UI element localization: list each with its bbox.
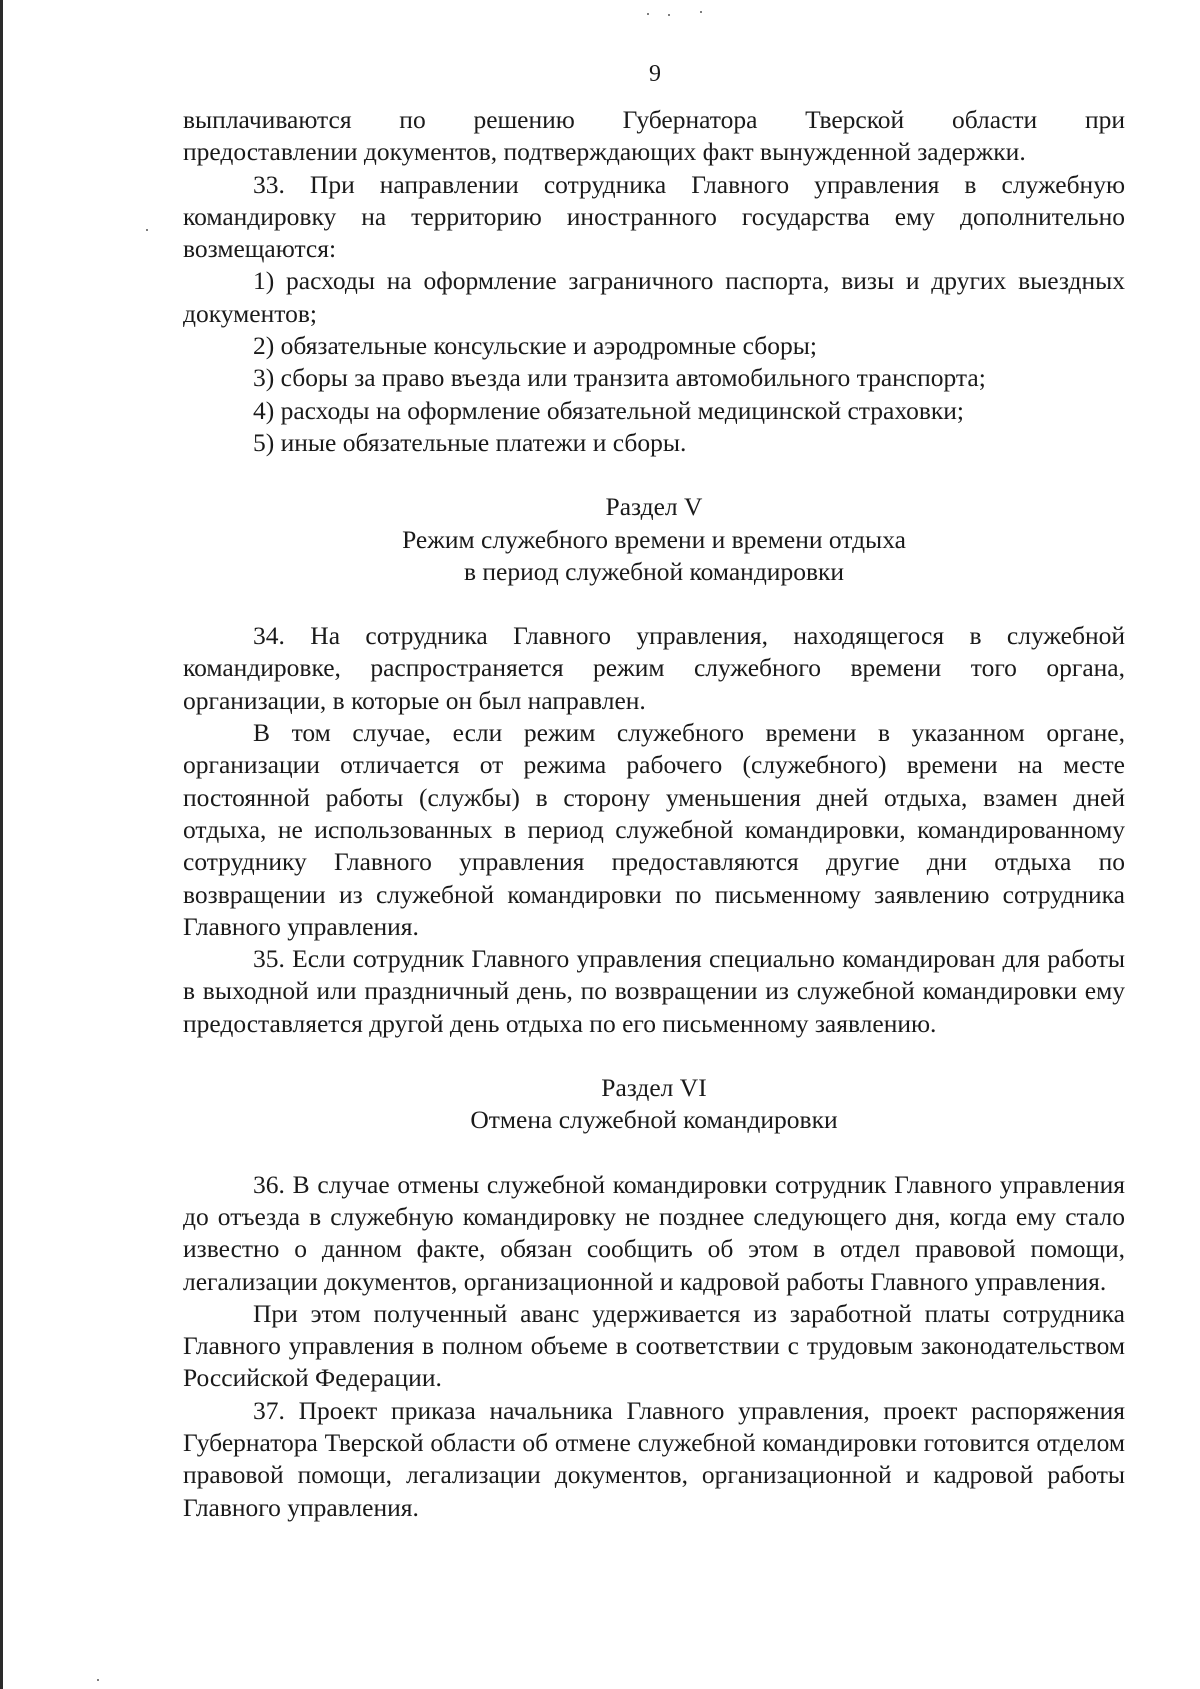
scan-speck	[668, 14, 670, 16]
section-5-title: Раздел V	[605, 492, 703, 522]
paragraph-36: 36. В случае отмены служебной командировки сотрудник Главного управления до отъезда в служебную командировку не позднее следующего дня, когда ему стало известно о данном факте, обязан сообщить об этом в отдел правовой помощи, легализации документов, организационной и кадровой работы Главного управления.	[183, 1169, 1125, 1296]
list-item-1: 1) расходы на оформление заграничного паспорта, визы и других выездных документов;	[183, 266, 1125, 328]
scan-edge	[0, 0, 3, 1689]
paragraph-34: 34. На сотрудника Главного управления, находящегося в служебной командировке, распространяется режим служебного времени того органа, организации, в которые он был направлен.	[183, 621, 1125, 715]
list-item-4: 4) расходы на оформление обязательной медицинской страховки;	[253, 395, 965, 425]
list-item-5: 5) иные обязательные платежи и сборы.	[253, 427, 687, 457]
intro-line-2: предоставлении документов, подтверждающих факт вынужденной задержки.	[183, 137, 1026, 167]
scan-speck	[97, 1679, 99, 1681]
paragraph-33: 33. При направлении сотрудника Главного управления в служебную командировку на территорию иностранного государства ему дополнительно возмещаются:	[183, 169, 1125, 264]
scan-speck	[700, 11, 702, 13]
paragraph-36-continued: При этом полученный аванс удерживается из заработной платы сотрудника Главного управления в полном объеме в соответствии с трудовым законодательством Российской Федерации.	[183, 1298, 1125, 1393]
list-item-2: 2) обязательные консульские и аэродромные сборы;	[253, 331, 817, 361]
scan-speck	[146, 229, 148, 231]
intro-line-1: выплачиваются по решению Губернатора Тверской области при	[183, 105, 1125, 134]
page-number: 9	[649, 61, 661, 87]
paragraph-35: 35. Если сотрудник Главного управления специально командирован для работы в выходной или праздничный день, по возвращении из служебной командировки ему предоставляется другой день отдыха по его письменному заявлению.	[183, 944, 1125, 1038]
section-6-subtitle: Отмена служебной командировки	[470, 1105, 838, 1135]
document-body	[183, 104, 1125, 1524]
paragraph-34-continued: В том случае, если режим служебного времени в указанном органе, организации отличается от режима рабочего (служебного) времени на месте постоянной работы (службы) в сторону уменьшения дней отдыха, взамен дней отдыха, не использованных в период служебной командировки, командированному сотруднику Главного управления предоставляются другие дни отдыха по возвращении из служебной командировки по письменному заявлению сотрудника Главного управления.	[183, 718, 1125, 941]
scan-speck	[647, 13, 649, 15]
section-5-subtitle-line-1: Режим служебного времени и времени отдыха	[402, 524, 906, 554]
list-item-3: 3) сборы за право въезда или транзита автомобильного транспорта;	[253, 363, 986, 393]
section-6-title: Раздел VI	[601, 1073, 707, 1103]
section-5-subtitle-line-2: в период служебной командировки	[463, 556, 845, 586]
paragraph-37: 37. Проект приказа начальника Главного управления, проект распоряжения Губернатора Тверской области об отмене служебной командировки готовится отделом правовой помощи, легализации документов, организационной и кадровой работы Главного управления.	[183, 1395, 1125, 1522]
